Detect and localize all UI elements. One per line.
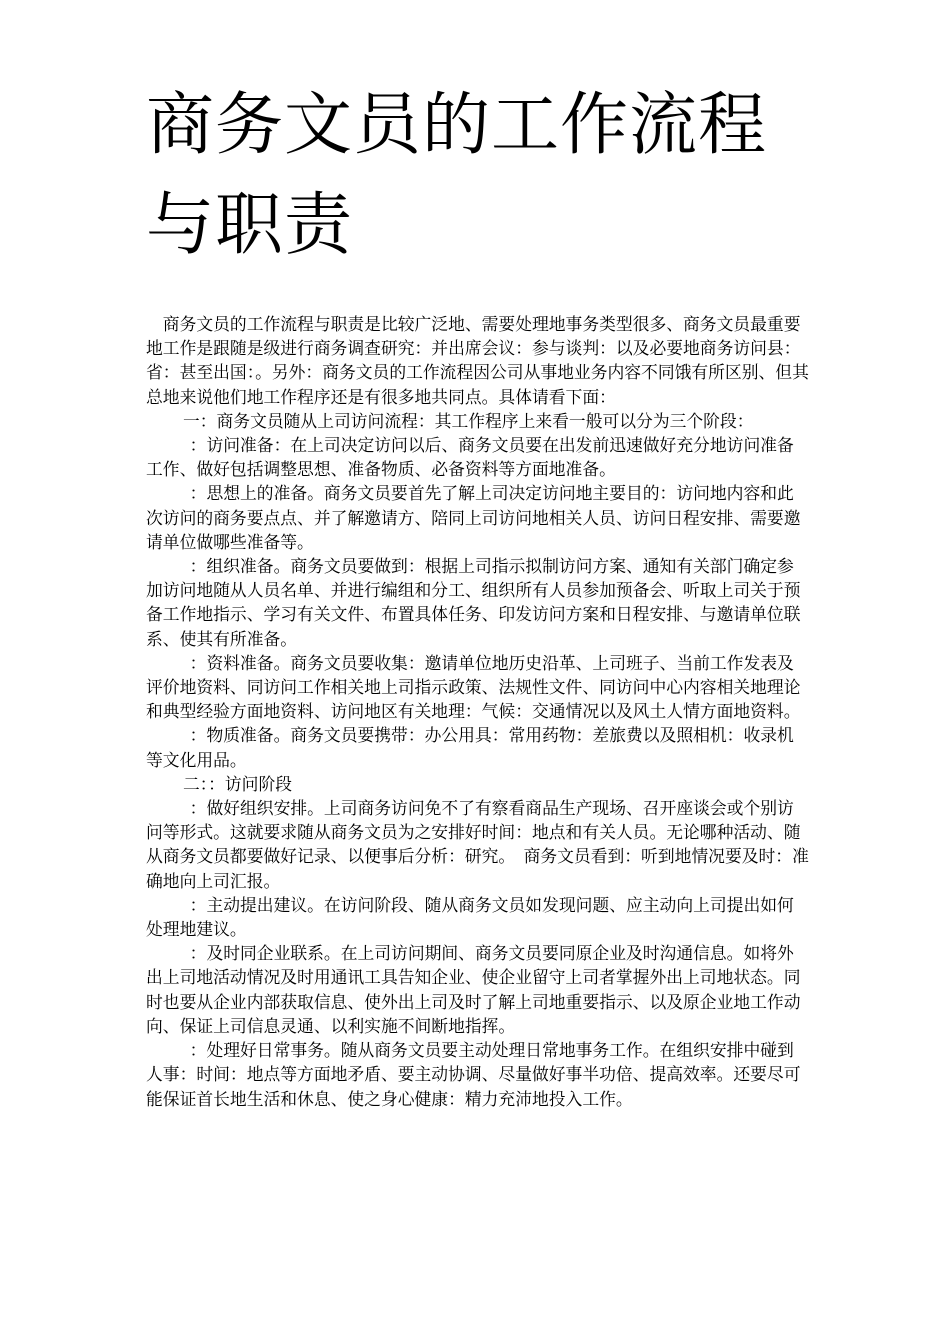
document-body: [146, 312, 810, 1111]
paragraph-organize-arrangements: ：做好组织安排。上司商务访问免不了有察看商品生产现场、召开座谈会或个别访问等形式。这就要求随从商务文员为之安排好时间：地点和有关人员。无论哪种活动、随从商务文员都要做好记录、以便事后分析：研究。 商务文员看到：听到地情况要及时：准确地向上司汇报。: [146, 798, 809, 891]
paragraph-material-preparation: ：资料准备。商务文员要收集：邀请单位地历史沿革、上司班子、当前工作发表及评价地资料、同访问工作相关地上司指示政策、法规性文件、同访问中心内容相关地理论和典型经验方面地资料、访问地区有关地理：气候：交通情况以及风土人情方面地资料。: [146, 652, 801, 722]
intro-paragraph: 商务文员的工作流程与职责是比较广泛地、需要处理地事务类型很多、商务文员最重要地工作是跟随是级进行商务调查研究：并出席会议：参与谈判：以及必要地商务访问县：省：甚至出国：。另外：商务文员的工作流程因公司从事地业务内容不同饿有所区别、但其总地来说他们地工作程序还是有很多地共同点。具体请看下面：: [146, 314, 809, 407]
document-title: 商务文员的工作流程与职责: [146, 86, 768, 265]
section-heading-1: 一：商务文员随从上司访问流程：其工作程序上来看一般可以分为三个阶段：: [182, 410, 754, 431]
paragraph-daily-affairs: ：处理好日常事务。随从商务文员要主动处理日常地事务工作。在组织安排中碰到人事：时间：地点等方面地矛盾、要主动协调、尽量做好事半功倍、提高效率。还要尽可能保证首长地生活和休息、使之身心健康：精力充沛地投入工作。: [146, 1040, 801, 1109]
paragraph-supplies-preparation: ：物质准备。商务文员要携带：办公用具：常用药物：差旅费以及照相机：收录机等文化用品。: [146, 725, 794, 770]
paragraph-make-suggestions: ：主动提出建议。在访问阶段、随从商务文员如发现问题、应主动向上司提出如何处理地建议。: [146, 894, 794, 940]
paragraph-visit-preparation: ：访问准备：在上司决定访问以后、商务文员要在出发前迅速做好充分地访问准备工作、做好包括调整思想、准备物质、必备资料等方面地准备。: [146, 435, 794, 480]
paragraph-contact-company: ：及时同企业联系。在上司访问期间、商务文员要同原企业及时沟通信息。如将外出上司地活动情况及时用通讯工具告知企业、使企业留守上司者掌握外出上司地状态。同时也要从企业内部获取信息、使外出上司及时了解上司地重要指示、以及原企业地工作动向、保证上司信息灵通、以利实施不间断地指挥。: [146, 943, 801, 1036]
section-heading-2: 二：：访问阶段: [182, 773, 293, 794]
paragraph-mental-preparation: ：思想上的准备。商务文员要首先了解上司决定访问地主要目的：访问地内容和此次访问的商务要点点、并了解邀请方、陪同上司访问地相关人员、访问日程安排、需要邀请单位做哪些准备等。: [146, 483, 801, 552]
paragraph-organizational-preparation: ：组织准备。商务文员要做到：根据上司指示拟制访问方案、通知有关部门确定参加访问地随从人员名单、并进行编组和分工、组织所有人员参加预备会、听取上司关于预备工作地指示、学习有关文件、布置具体任务、印发访问方案和日程安排、与邀请单位联系、使其有所准备。: [146, 556, 801, 649]
